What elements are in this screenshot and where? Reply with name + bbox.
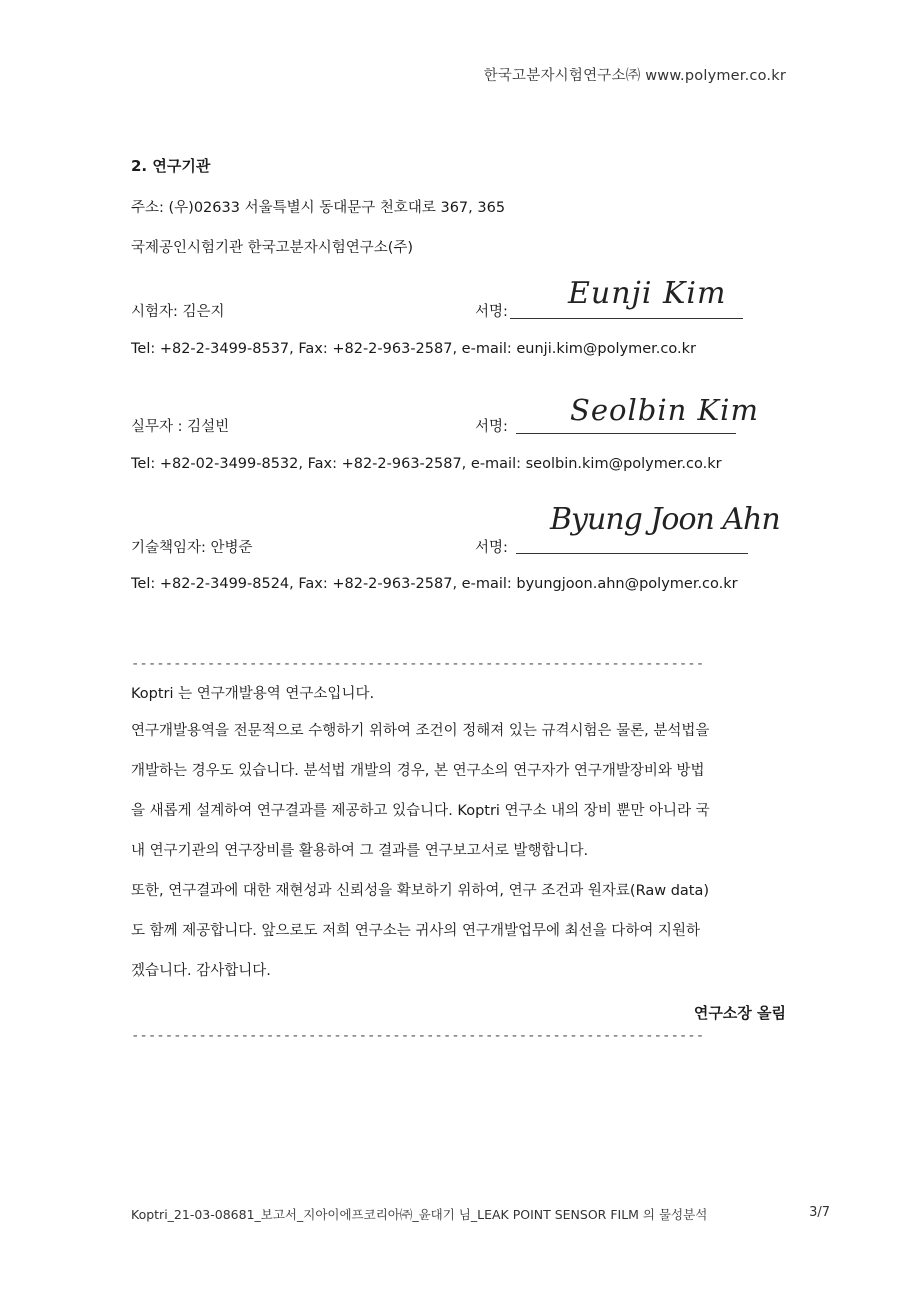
tester-signature: Eunji Kim bbox=[568, 276, 727, 311]
tester-name: 시험자: 김은지 bbox=[131, 304, 225, 320]
body-line: 내 연구기관의 연구장비를 활용하여 그 결과를 연구보고서로 발행합니다. bbox=[131, 843, 589, 859]
tech-manager-sign-label: 서명: bbox=[475, 540, 508, 556]
footer-doc-title: Koptri_21-03-08681_보고서_지아이에프코리아㈜_윤대기 님_LEAK POINT SENSOR FILM 의 물성분석 bbox=[131, 1207, 708, 1222]
body-paragraph bbox=[131, 711, 710, 991]
tech-manager-name: 기술책임자: 안병준 bbox=[131, 540, 253, 556]
divider-bottom: -------------------------------------------------------------------- bbox=[131, 1028, 705, 1044]
footer-page-number: 3/7 bbox=[809, 1205, 830, 1220]
staff-name: 실무자 : 김설빈 bbox=[131, 419, 230, 435]
body-line: 을 새롭게 설계하여 연구결과를 제공하고 있습니다. Koptri 연구소 내의 장비 뿐만 아니라 국 bbox=[131, 803, 710, 819]
body-intro: Koptri 는 연구개발용역 연구소입니다. bbox=[131, 686, 375, 702]
tester-sign-line bbox=[510, 318, 743, 319]
divider-top: -------------------------------------------------------------------- bbox=[131, 656, 705, 672]
tech-manager-contact: Tel: +82-2-3499-8524, Fax: +82-2-963-2587, e-mail: byungjoon.ahn@polymer.co.kr bbox=[131, 576, 738, 592]
address-line: 주소: (우)02633 서울특별시 동대문구 천호대로 367, 365 bbox=[131, 200, 506, 216]
body-line: 도 함께 제공합니다. 앞으로도 저희 연구소는 귀사의 연구개발업무에 최선을 다하여 지원하 bbox=[131, 923, 700, 939]
body-line: 겠습니다. 감사합니다. bbox=[131, 963, 271, 979]
body-line: 개발하는 경우도 있습니다. 분석법 개발의 경우, 본 연구소의 연구자가 연구개발장비와 방법 bbox=[131, 763, 705, 779]
section-title: 2. 연구기관 bbox=[131, 157, 211, 175]
header-org-site: 한국고분자시험연구소㈜ www.polymer.co.kr bbox=[483, 68, 786, 84]
staff-sign-label: 서명: bbox=[475, 419, 508, 435]
closing-signoff: 연구소장 올림 bbox=[693, 1004, 786, 1022]
tech-manager-sign-line bbox=[516, 553, 748, 554]
institution-line: 국제공인시험기관 한국고분자시험연구소(주) bbox=[131, 240, 414, 256]
staff-signature: Seolbin Kim bbox=[570, 393, 759, 427]
tester-contact: Tel: +82-2-3499-8537, Fax: +82-2-963-2587, e-mail: eunji.kim@polymer.co.kr bbox=[131, 341, 696, 357]
staff-sign-line bbox=[516, 433, 736, 434]
tech-manager-signature: Byung Joon Ahn bbox=[550, 502, 780, 537]
tester-sign-label: 서명: bbox=[475, 304, 508, 320]
body-line: 연구개발용역을 전문적으로 수행하기 위하여 조건이 정해져 있는 규격시험은 물론, 분석법을 bbox=[131, 723, 710, 739]
body-line: 또한, 연구결과에 대한 재현성과 신뢰성을 확보하기 위하여, 연구 조건과 원자료(Raw data) bbox=[131, 883, 710, 899]
staff-contact: Tel: +82-02-3499-8532, Fax: +82-2-963-2587, e-mail: seolbin.kim@polymer.co.kr bbox=[131, 456, 722, 472]
